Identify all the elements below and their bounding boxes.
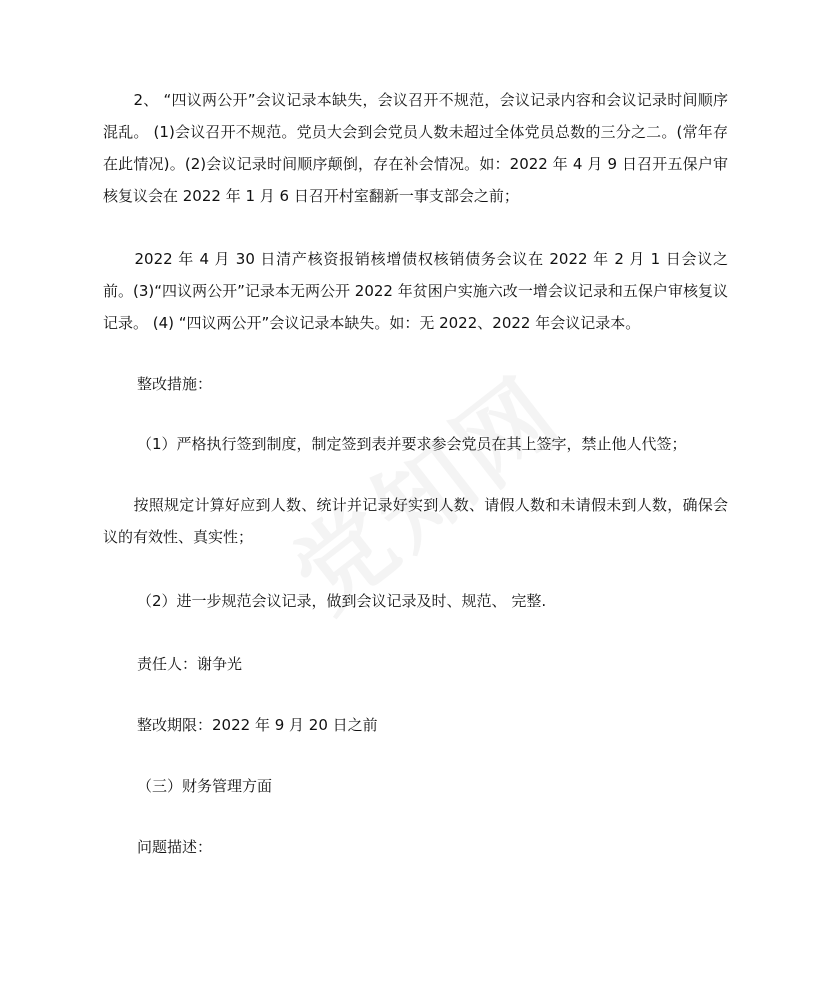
problem-description-label: 问题描述： — [137, 838, 213, 856]
measure-item-1: （1）严格执行签到制度，制定签到表并要求参会党员在其上签字，禁止他人代签； — [137, 435, 687, 453]
paragraph-meeting-order: 2022 年 4 月 30 日清产核资报销核增债权核销债务会议在 2022 年 2 月 1 日会议之前。(3)“四议两公开”记录本无两公开 2022 年贫困户实施六改一增会议记录和五保户审核复议记录。 (4) “四议两公开”会议记录本缺失。如：无 2022、2022 年会议记录本。 — [103, 250, 728, 332]
paragraph-attendance-count: 按照规定计算好应到人数、统计并记录好实到人数、请假人数和未请假未到人数，确保会议的有效性、真实性； — [103, 496, 728, 546]
section-heading-finance: （三）财务管理方面 — [137, 777, 273, 795]
rectification-deadline: 整改期限：2022 年 9 月 20 日之前 — [137, 716, 378, 734]
heading-rectification-measures: 整改措施： — [137, 375, 213, 393]
measure-item-2: （2）进一步规范会议记录，做到会议记录及时、规范、 完整. — [137, 592, 547, 610]
responsible-person: 责任人：谢争光 — [137, 655, 243, 673]
paragraph-meeting-issues: 2、 “四议两公开”会议记录本缺失，会议召开不规范，会议记录内容和会议记录时间顺序混乱。 (1)会议召开不规范。党员大会到会党员人数未超过全体党员总数的三分之二。(常年存在此情况)。(2)会议记录时间顺序颠倒，存在补会情况。如：2022 年 4 月 9 日召开五保户审核复议会在 2022 年 1 月 6 日召开村室翻新一事支部会之前； — [103, 91, 728, 205]
